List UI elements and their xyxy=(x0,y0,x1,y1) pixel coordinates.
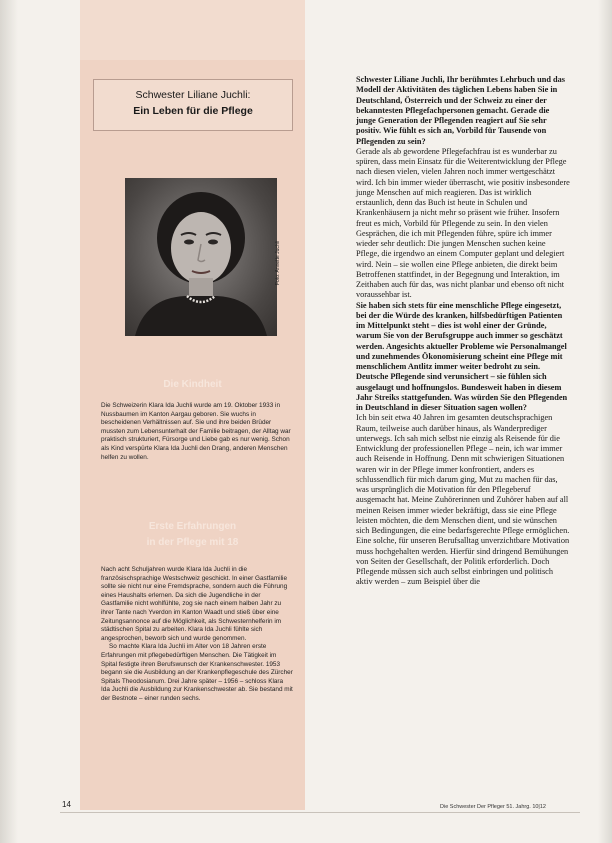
sidebar-title-line1: Schwester Liliane Juchli: xyxy=(135,89,251,101)
page-edge-right xyxy=(598,0,612,843)
sidebar-bio-paragraph: Nach acht Schuljahren wurde Klara Ida Juchli in die französischsprachige Westschweiz geschickt. In einer Gastfamilie sollte sie nicht nur eine Fremdsprache, sondern auch die Führung eines Haushalts erlernen. Da sich die Jugendliche in der Gastfamilie nicht wohlfühlte, zog sie nach einem halben Jahr zu ihrer Tante nach Yverdon im Kanton Waadt und stieß über eine Zeitungsannonce auf die Möglichkeit, als Schwesternhelferin im städtischen Spital zu arbeiten. Klara Ida Juchli fühlte sich angesprochen, beworb sich und wurde genommen. xyxy=(101,566,288,642)
footer-rule xyxy=(60,812,580,813)
portrait-photo xyxy=(125,178,277,336)
sidebar-title-box xyxy=(93,79,293,131)
journal-folio: Die Schwester Der Pfleger 51. Jahrg. 10|12 xyxy=(440,804,546,810)
page-edge-left xyxy=(0,0,18,843)
sidebar-bio-block1 xyxy=(101,402,293,462)
photo-credit: Foto: Annette Juchli xyxy=(275,241,281,285)
interview-question: Sie haben sich stets für eine menschliche Pflege eingesetzt, bei der die Würde des kranken, hilfsbedürftigen Patienten im Mittelpunkt steht – dies ist wohl einer der Gründe, warum Sie von der Berufsgruppe auch immer so geschätzt werden. Angesichts aktueller Probleme wie Personalmangel und zunehmendes Ökonomisierung scheint eine Pflege mit menschlichem Antlitz immer weiter bedroht zu sein. Deutsche Pflegende sind verunsichert – sie fühlen sich ausgelaugt und hoffnungslos. Bundesweit haben in diesem Jahr Streiks stattgefunden. Was würden Sie den Pflegenden in Deutschland in dieser Situation sagen wollen? xyxy=(356,300,568,412)
portrait-illustration xyxy=(125,178,277,336)
page-number: 14 xyxy=(62,800,71,809)
sidebar-subhead-experience-1: Erste Erfahrungen xyxy=(148,521,237,532)
interview-column xyxy=(356,75,570,588)
sidebar-subhead-childhood: Die Kindheit xyxy=(163,379,222,390)
interview-answer: Gerade als ab gewordene Pflegefachfrau ist es wunderbar zu spüren, dass mein Einsatz für die Weiterentwicklung der Pflege nach diesen vielen, vielen Jahren noch immer wertgeschätzt wird. Ich bin immer wieder überrascht, wie positiv insbesondere junge Menschen auf mich reagieren. Das ist wirklich erstaunlich, denn das Buch ist heute in Schulen und Krankenhäusern ja nicht mehr so präsent wie früher. Insofern freut es mich, Vorbild für Pflegende zu sein. In den vielen Gesprächen, die ich mit Pflegenden führe, spüre ich immer wieder sehr deutlich: Die jungen Menschen suchen keine Pflege, die irgendwo an einem Computer geplant und delegiert wird. Nein – sie wollen eine Pflege anbieten, die direkt beim Betroffenen stattfindet, in der Begegnung und Interaktion, im Zeithaben auch für das, was nicht planbar und ebenso oft nicht voraussehbar ist. xyxy=(356,146,570,300)
sidebar-bio-block2 xyxy=(101,566,293,704)
sidebar-bio-paragraph: Die Schweizerin Klara Ida Juchli wurde am 19. Oktober 1933 in Nussbaumen im Kanton Aargau geboren. Sie wuchs in bescheidenen Verhältnissen auf. Sie und ihre beiden Brüder mussten zum Lebensunterhalt der Familie beitragen, der Alltag war praktisch strukturiert, Fürsorge und Liebe gab es nur wenig. Schon als Kind verspürte Klara Ida Juchli den Drang, anderen Menschen helfen zu wollen. xyxy=(101,402,291,461)
sidebar-subhead-experience-2: in der Pflege mit 18 xyxy=(146,537,239,548)
sidebar-bio-paragraph: So machte Klara Ida Juchli im Alter von 18 Jahren erste Erfahrungen mit pflegebedürftigen Menschen. Die Tätigkeit im Spital festigte ihren Berufswunsch der Krankenschwester. 1953 begann sie die Ausbildung an der Krankenpflegeschule des Zürcher Spitals Theodosianum. Drei Jahre später – 1956 – schloss Klara Ida Juchli die Ausbildung zur Krankenschwester ab. Sie bestand mit der Bestnote – einer runden sechs. xyxy=(101,643,293,702)
sidebar-title-line2: Ein Leben für die Pflege xyxy=(133,105,253,117)
interview-question: Schwester Liliane Juchli, Ihr berühmtes Lehrbuch und das Modell der Aktivitäten des täglichen Lebens haben Sie in Deutschland, Österreich und der Schweiz zu einer der bekanntesten Pflegefachpersonen gemacht. Gerade die junge Generation der Pflegenden reagiert auf Sie sehr positiv. Wie fühlt es sich an, Vorbild für Tausende von Pflegenden zu sein? xyxy=(356,75,565,146)
interview-answer: Ich bin seit etwa 40 Jahren im gesamten deutschsprachigen Raum, teilweise auch darüber hinaus, als Wanderprediger unterwegs. Ich sah mich selbst nie einzig als Reisende für die Entwicklung der professionellen Pflege – nein, ich war immer auch Reisende in Hoffnung. Denn mit schwierigen Situationen waren wir in der Pflege immer konfrontiert, anders es schlussendlich für mich darum ging, Mut zu machen für das, was ursprünglich die Motivation für den Pflegeberuf ausgemacht hat. Meine Zuhörerinnen und Zuhörer haben auf all meinen Reisen immer wieder bekräftigt, dass sie eine Pflege leisten möchten, die dem Menschen dient, und sie wünschen sich Bedingungen, die eine bedarfsgerechte Pflege ermöglichen. Eine solche, für unseren Berufsalltag unverzichtbare Motivation muss hochgehalten werden. Hierfür sind dringend Bemühungen von Seiten der Gesellschaft, der Politik erforderlich. Doch Pflegende müssen sich auch selbst einbringen und politisch aktiv werden – zum Beispiel über die xyxy=(356,413,570,587)
sidebar-top-band xyxy=(80,0,305,60)
